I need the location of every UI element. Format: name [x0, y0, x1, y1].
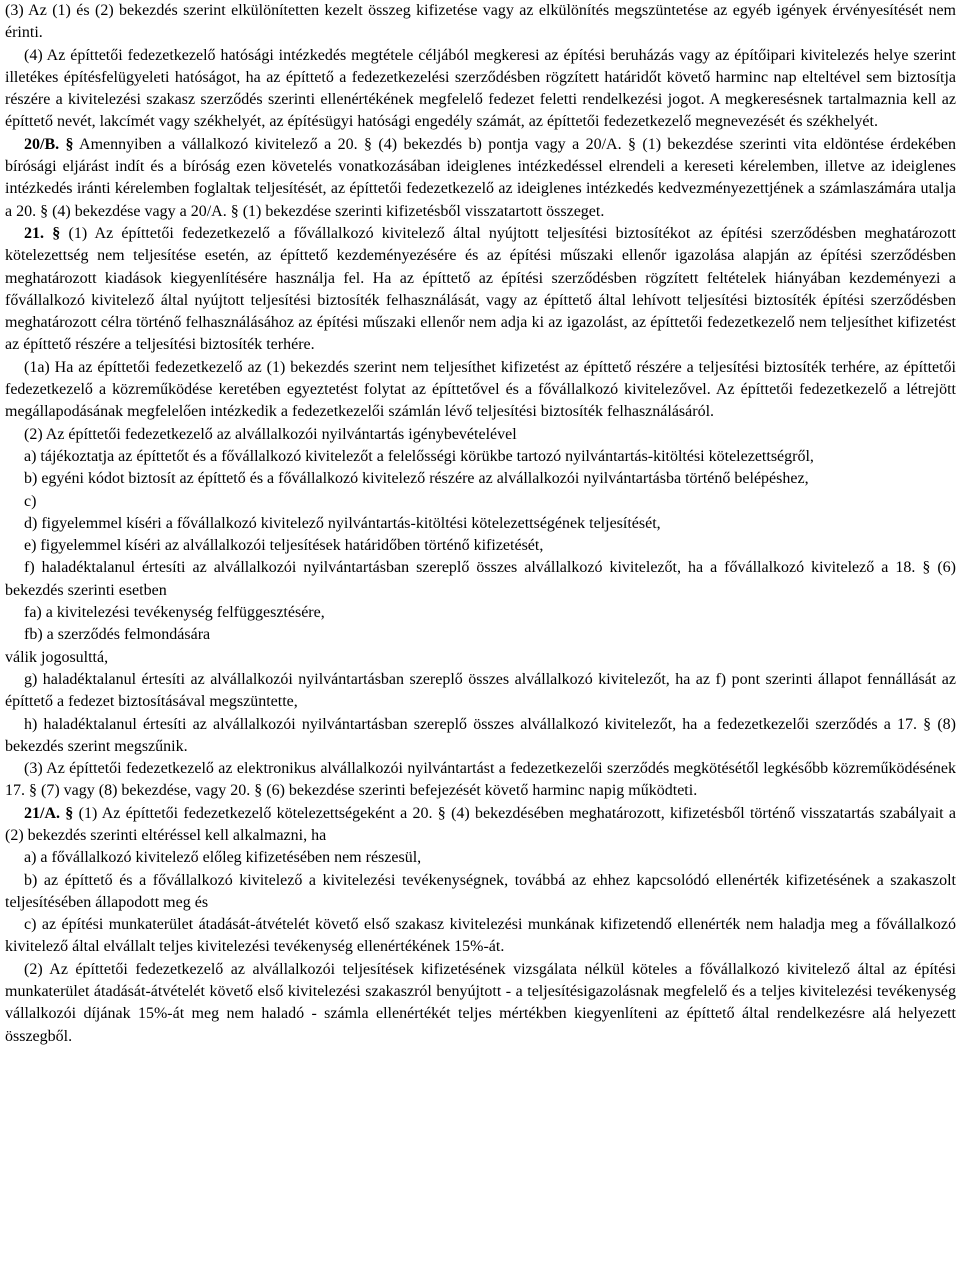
section-number: 21/A. §: [24, 804, 74, 822]
list-item: b) egyéni kódot biztosít az építtető és a fővállalkozó kivitelező részére az alvállalkozói nyilvántartásba történő belépéshez,: [24, 470, 809, 488]
paragraph: (2) Az építtetői fedezetkezelő az alvállalkozói teljesítések kifizetésének vizsgálata nélkül köteles a fővállalkozó kivitelező által az építési munkaterület átadását-átvételét követő első kivitelezési szakaszról benyújtott - a teljesítésigazolásnak megfelelő és a teljes kivitelezési tevékenység vállalkozói díjának 15%-át meg nem haladó - számla ellenértékét teljes mértékben kiegyenlíteni az építtető által rendelkezésre alá helyezett összegből.: [5, 960, 956, 1045]
sub-list-item: fa) a kivitelezési tevékenység felfüggesztésére,: [24, 604, 325, 622]
list-item: a) tájékoztatja az építtetőt és a fővállalkozó kivitelezőt a felelősségi körükbe tartozó nyilvántartás-kitöltési kötelezettségről,: [24, 447, 814, 465]
list-item: h) haladéktalanul értesíti az alvállalkozói nyilvántartásban szereplő összes alvállalkozó kivitelezőt, ha a fedezetkezelői szerződés a 17. § (8) bekezdés szerint megszűnik.: [5, 715, 956, 755]
paragraph: válik jogosulttá,: [5, 648, 109, 666]
list-item: c): [24, 492, 37, 510]
section-paragraph: 20/B. § Amennyiben a vállalkozó kivitelező a 20. § (4) bekezdés b) pontja vagy a 20/A. § (1) bekezdése szerinti vita eldöntése érdekében bírósági eljárást indít és a bíróság ezen követelés vonatkozásában ideiglenes intézkedéssel elrendeli a kereseti kérelemben, illetve az ideiglenes intézkedés iránti kérelemben foglaltak teljesítését, az építtetői fedezetkezelő az ideiglenes intézkedés kedvezményezettjének a számlaszámára utalja a 20. § (4) bekezdése vagy a 20/A. § (1) bekezdése szerinti kifizetésből visszatartott összeget.: [5, 135, 956, 220]
list-item: c) az építési munkaterület átadását-átvételét követő első szakasz kivitelezési munkának kifizetendő ellenérték nem haladja meg a fővállalkozó kivitelező által elvállalt teljes kivitelezési tevékenység ellenértékének 15%-át.: [5, 916, 956, 956]
paragraph: (4) Az építtetői fedezetkezelő hatósági intézkedés megtétele céljából megkeresi az építési beruházás vagy az építőipari kivitelezés helye szerint illetékes építésfelügyeleti hatóságot, ha az építtető a fedezetkezelési szerződésben rögzített határidőt követő harminc nap elteltével sem biztosítja részére a kivitelezési szakasz szerződés szerinti ellenértékének megfelelő fedezet feletti rendelkezési jogot. A megkeresésnek tartalmaznia kell az építtető nevét, lakcímét vagy székhelyét, az építésügyi hatósági engedély számát, az építtetői fedezetkezelő megnevezését és székhelyét.: [5, 46, 956, 131]
list-item: e) figyelemmel kíséri az alvállalkozói teljesítések határidőben történő kifizetését,: [24, 537, 544, 555]
section-number: 20/B. §: [24, 135, 74, 153]
list-item: a) a fővállalkozó kivitelező előleg kifizetésében nem részesül,: [24, 849, 422, 867]
paragraph: (2) Az építtetői fedezetkezelő az alvállalkozói nyilvántartás igénybevételével: [24, 425, 517, 443]
paragraph: (3) Az építtetői fedezetkezelő az elektronikus alvállalkozói nyilvántartást a fedezetkezelői szerződés megkötésétől legkésőbb közreműködésének 17. § (7) vagy (8) bekezdése, vagy 20. § (6) bekezdése szerinti befejezését követő harminc napig működteti.: [5, 760, 956, 800]
paragraph: (3) Az (1) és (2) bekezdés szerint elkülönítetten kezelt összeg kifizetése vagy az elkülönítés megszüntetése az egyéb igények érvényesítését nem érinti.: [5, 2, 956, 42]
list-item: d) figyelemmel kíséri a fővállalkozó kivitelező nyilvántartás-kitöltési kötelezettségének teljesítését,: [24, 514, 661, 532]
list-item: f) haladéktalanul értesíti az alvállalkozói nyilvántartásban szereplő összes alvállalkozó kivitelezőt, ha a fővállalkozó kivitelező a 18. § (6) bekezdés szerinti esetben: [5, 559, 956, 599]
paragraph: (1a) Ha az építtetői fedezetkezelő az (1) bekezdés szerint nem teljesíthet kifizetést az építtető részére a teljesítési biztosíték terhére, az építtetői fedezetkezelő a közreműködése keretében egyeztetést folytat az építtetővel és a fővállalkozó kivitelezővel. Az építtetői fedezetkezelő a létrejött megállapodásának megfelelően intézkedik a fedezetkezelői számlán lévő teljesítési biztosíték felhasználásáról.: [5, 358, 956, 421]
sub-list-item: fb) a szerződés felmondására: [24, 626, 211, 644]
list-item: b) az építtető és a fővállalkozó kivitelező a kivitelezési tevékenységnek, továbbá az ehhez kapcsolódó ellenérték kifizetésének a szakaszolt teljesítésében állapodott meg és: [5, 871, 956, 911]
section-number: 21. §: [24, 224, 61, 242]
section-paragraph: 21/A. § (1) Az építtetői fedezetkezelő kötelezettségeként a 20. § (4) bekezdésében meghatározott, kifizetésből történő visszatartás szabályait a (2) bekezdés szerinti eltéréssel kell alkalmazni, ha: [5, 804, 957, 844]
list-item: g) haladéktalanul értesíti az alvállalkozói nyilvántartásban szereplő összes alvállalkozó kivitelezőt, ha az f) pont szerinti állapot fennállását az építtető a fedezet biztosításával megszüntette,: [5, 670, 956, 711]
section-paragraph: 21. § (1) Az építtetői fedezetkezelő a fővállalkozó kivitelező által nyújtott teljesítési biztosítékot az építési szerződésben meghatározott kötelezettség nem teljesítése esetén, az építtető kezdeményezésére és az építési műszaki ellenőr igazolása alapján az építési szerződésben meghatározott kiadások kiegyenlítésére használja fel. Ha az építtető az építési szerződésben rögzített feltételek hiányában kezdeményezi a fővállalkozó kivitelező által nyújtott teljesítési biztosíték felhasználását, vagy az építtető által lehívott teljesítési biztosíték építési szerződésben meghatározott célra történő felhasználásához az építési műszaki ellenőr nem adja ki az igazolást, az építtetői fedezetkezelő nem teljesíthet kifizetést az építtető részére a teljesítési biztosíték terhére.: [5, 224, 957, 354]
